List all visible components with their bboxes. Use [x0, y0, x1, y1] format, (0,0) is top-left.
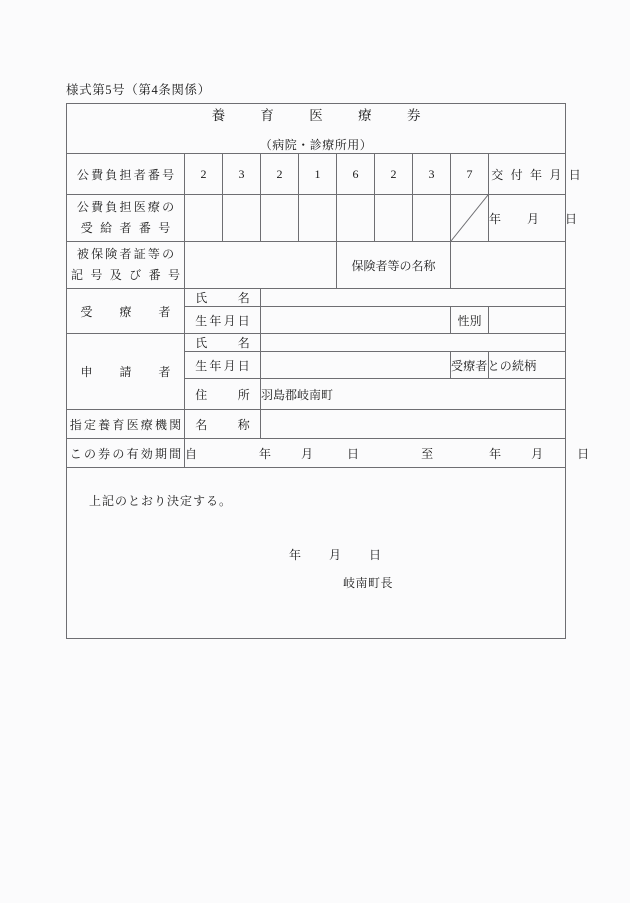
applicant-address-label: 住 所 [195, 387, 252, 402]
patient-sex-field[interactable] [489, 307, 566, 334]
table-row [67, 195, 566, 242]
decision-cell [67, 468, 566, 639]
public-payer-digit-2: 3 [223, 154, 261, 195]
decision-date-day: 日 [369, 548, 382, 562]
patient-name-label: 氏 名 [195, 291, 252, 305]
table-row [67, 289, 566, 307]
insurance-card-symbol-field[interactable] [185, 242, 337, 289]
beneficiary-digit-2[interactable] [223, 195, 261, 242]
patient-name-label-cell [185, 289, 261, 307]
applicant-label: 申 請 者 [80, 365, 183, 379]
validity-to-marker: 至 [421, 446, 434, 461]
issue-date-day: 日 [565, 211, 578, 226]
institution-label: 指定養育医療機関 [69, 417, 184, 432]
public-payer-digit-3: 2 [261, 154, 299, 195]
public-payer-digit-4: 1 [299, 154, 337, 195]
beneficiary-digit-4[interactable] [299, 195, 337, 242]
beneficiary-digit-5[interactable] [337, 195, 375, 242]
issue-date-label: 交 付 年 月 日 [491, 167, 583, 182]
decision-signatory: 岐南町長 [343, 576, 394, 590]
applicant-relation-label: 受療者との続柄 [451, 358, 537, 373]
table-row [67, 242, 566, 289]
validity-from-month: 月 [301, 446, 314, 461]
applicant-birth-field[interactable] [261, 352, 451, 379]
applicant-address-field[interactable]: 羽島郡岐南町 [261, 379, 566, 410]
insurer-name-field[interactable] [451, 242, 566, 289]
applicant-birth-label: 生年月日 [195, 358, 252, 373]
public-payer-digit-7: 3 [413, 154, 451, 195]
issue-date-label-cell [489, 154, 583, 195]
table-row [67, 334, 566, 352]
form-number: 様式第5号（第4条関係） [66, 83, 211, 97]
public-payer-digit-8: 7 [451, 154, 489, 195]
public-payer-label: 公費負担者番号 [76, 167, 177, 182]
patient-sex-label: 性別 [457, 313, 482, 328]
insurance-card-label-cell [67, 242, 185, 289]
validity-to-day: 日 [577, 446, 590, 461]
beneficiary-digit-3[interactable] [261, 195, 299, 242]
validity-from-day: 日 [347, 446, 360, 461]
patient-label: 受 療 者 [80, 304, 183, 319]
validity-label-cell [67, 439, 185, 468]
decision-text: 上記のとおり決定する。 [89, 494, 233, 508]
public-payer-digit-5: 6 [337, 154, 375, 195]
patient-birth-label: 生年月日 [195, 313, 252, 328]
patient-birth-label-cell [185, 307, 261, 334]
issue-date-month: 月 [527, 211, 540, 226]
issue-date-year: 年 [489, 211, 502, 226]
patient-birth-field[interactable] [261, 307, 451, 334]
diagonal-strike-icon [451, 195, 488, 241]
applicant-label-cell [67, 334, 185, 410]
patient-sex-label-cell [451, 307, 489, 334]
table-row [67, 410, 566, 439]
beneficiary-number-label-cell [67, 195, 185, 242]
insurance-card-label-line1: 被保険者証等の [76, 247, 177, 261]
validity-value-cell[interactable] [185, 439, 590, 468]
public-payer-digit-6: 2 [375, 154, 413, 195]
issue-date-value-cell[interactable] [489, 195, 578, 242]
validity-from-year: 年 [259, 446, 272, 461]
applicant-name-label: 氏 名 [195, 336, 252, 350]
decision-date-month: 月 [329, 548, 342, 562]
insurance-card-label-line2: 記 号 及 び 番 号 [70, 268, 183, 282]
public-payer-digit-1: 2 [185, 154, 223, 195]
validity-label: この券の有効期間 [69, 446, 184, 461]
public-payer-label-cell [67, 154, 185, 195]
applicant-relation-label-cell [451, 352, 537, 379]
insurer-name-label: 保険者等の名称 [351, 258, 436, 273]
beneficiary-digit-7[interactable] [413, 195, 451, 242]
institution-label-cell [67, 410, 185, 439]
beneficiary-number-label-line2: 受 給 者 番 号 [80, 221, 173, 235]
table-row [67, 439, 566, 468]
title-row [67, 104, 566, 154]
decision-date-year: 年 [289, 548, 302, 562]
patient-label-cell [67, 289, 185, 334]
applicant-name-label-cell [185, 334, 261, 352]
patient-name-field[interactable] [261, 289, 566, 307]
table-row [67, 154, 566, 195]
institution-name-label: 名 称 [195, 417, 252, 432]
applicant-address-label-cell [185, 379, 261, 410]
decision-row [67, 468, 566, 639]
validity-from-marker: 自 [185, 446, 198, 461]
beneficiary-digit-6[interactable] [375, 195, 413, 242]
applicant-birth-label-cell [185, 352, 261, 379]
validity-to-month: 月 [531, 446, 544, 461]
page-subtitle: （病院・診療所用） [259, 138, 373, 152]
beneficiary-digit-1[interactable] [185, 195, 223, 242]
medical-voucher-table [66, 103, 590, 639]
title-cell [67, 104, 566, 154]
page-title: 養 育 医 療 券 [211, 108, 437, 123]
decision-date[interactable] [289, 546, 381, 563]
institution-name-label-cell [185, 410, 261, 439]
insurer-name-label-cell [337, 242, 451, 289]
institution-name-field[interactable] [261, 410, 566, 439]
beneficiary-digit-8-struck [451, 195, 489, 242]
applicant-name-field[interactable] [261, 334, 566, 352]
beneficiary-number-label-line1: 公費負担医療の [76, 200, 177, 214]
validity-to-year: 年 [489, 446, 502, 461]
